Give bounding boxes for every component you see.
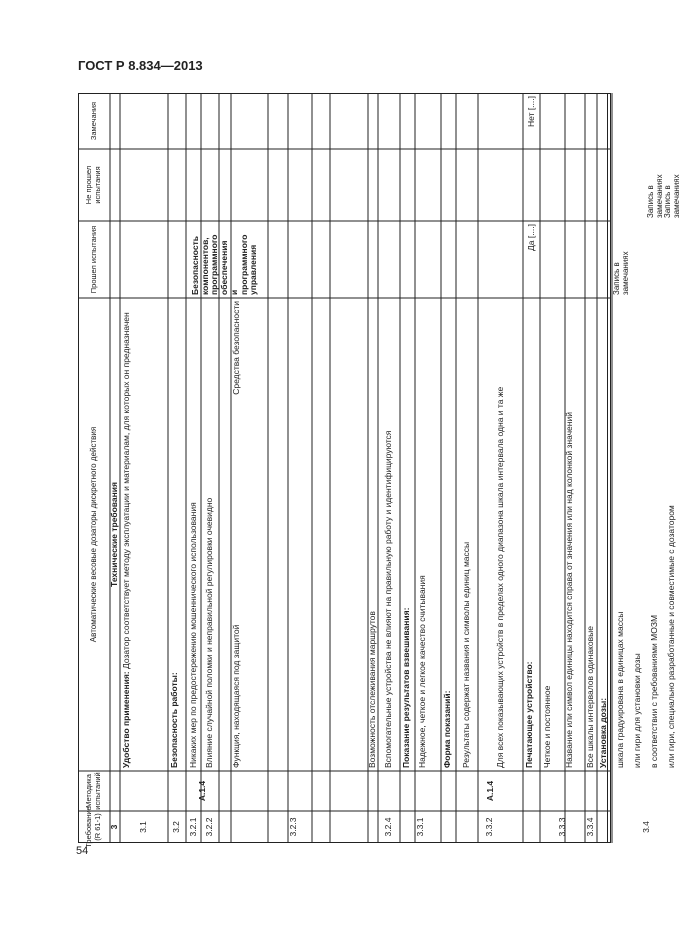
row-security-means: Средства безопасности — [231, 301, 241, 395]
row-display-form — [441, 298, 456, 771]
row-scale-interval: Для всех показывающих устройств в пределах одного диапазона шкала интервала одна и та же — [494, 386, 505, 768]
req-3-2-1: 3.2.1 — [187, 817, 198, 837]
table-grid — [78, 93, 681, 848]
row-printer — [523, 298, 540, 771]
row-breakdown: Влияние случайной поломки и неправильной регулировки очевидно — [204, 497, 215, 768]
req-3-1: 3.1 — [138, 821, 149, 833]
req-3: 3 — [109, 824, 120, 830]
method-a14-bottom: А.1.4 — [484, 780, 495, 802]
req-3-3-3: 3.3.3 — [556, 817, 567, 837]
row-weighing-display-text: Надежное, четкое и легкое качество считывания — [417, 575, 428, 768]
row-usability — [120, 298, 168, 771]
row-units: Результаты содержат названия и символы единиц массы — [461, 541, 472, 768]
row-clear: Четкое и постоянное — [541, 685, 552, 768]
row-oiml: в соответствии с требованиями МОЗМ — [649, 614, 660, 768]
row-components: Безопасность компонентов, программного обеспечения и программного управления — [189, 234, 259, 295]
req-3-3-2: 3.3.2 — [483, 817, 494, 837]
row-printer-label: Печатающее устройство: — [524, 661, 534, 768]
req-3-2-3: 3.2.3 — [287, 817, 298, 837]
col-header-requirement: Требование (R 61-1) — [84, 806, 102, 848]
row-scale-mass: шкала градуирована в единицах массы — [615, 611, 626, 768]
row-protected-function: Функция, находящаяся под защитой — [231, 624, 241, 768]
printer-yes: Да [....] — [525, 224, 536, 252]
col-header-passed: Прошел испытания — [88, 225, 98, 294]
note-scale-mass: Запись в замечаниях — [611, 251, 630, 295]
row-weights: или гири для установки дозы — [632, 653, 643, 768]
row-monitoring: Возможность отслеживания маршрутов — [367, 611, 378, 768]
row-fraud: Никаких мер по предостережению мошеннического использования — [187, 502, 198, 768]
row-usability-label: Удобство применения: — [121, 671, 131, 768]
row-dose-setting — [597, 298, 612, 771]
col-header-failed: Не прошел испытания — [84, 165, 102, 205]
row-safety — [168, 298, 186, 771]
row-safety-label: Безопасность работы: — [169, 672, 179, 768]
row-usability-text: Дозатор соответствует методу эксплуатации и материалам, для которых он предназначен — [121, 312, 131, 672]
row-display-form-label: Форма показаний: — [442, 690, 452, 768]
col-header-method: Методика испытаний — [84, 772, 102, 810]
row-special-weights: или гири, специально разработанные и совместимые с дозатором — [666, 505, 677, 768]
printer-no: Нет [....] — [525, 96, 536, 128]
row-auxiliary: Вспомогательные устройства не влияют на правильную работу и идентифицируются — [383, 430, 394, 768]
row-unit-position: Название или символ единицы находится справа от значения или над колонкой значений — [564, 412, 575, 768]
section-technical: Технические требования — [109, 482, 120, 587]
req-3-2-2: 3.2.2 — [204, 817, 215, 837]
page-number: 54 — [76, 845, 89, 857]
note-oiml: Запись в замечаниях — [645, 174, 664, 218]
document-header: ГОСТ Р 8.834—2013 — [78, 58, 203, 73]
row-dose-setting-label: Установка дозы: — [598, 697, 608, 768]
row-scales-same: Все шкалы интервалов одинаковые — [585, 626, 596, 768]
req-3-3-1: 3.3.1 — [414, 817, 425, 837]
method-a14-top: А.1.4 — [196, 780, 207, 802]
row-weighing-display-label: Показание результатов взвешивания: — [401, 607, 411, 768]
col-header-action: Автоматические весовые дозаторы дискретного действия — [89, 426, 99, 643]
col-header-notes: Замечания — [88, 101, 98, 141]
req-3-2-4: 3.2.4 — [383, 817, 394, 837]
req-3-4: 3.4 — [640, 821, 651, 833]
note-special: Запись в замечаниях — [662, 174, 681, 218]
req-3-2: 3.2 — [171, 821, 182, 833]
req-3-3-4: 3.3.4 — [585, 817, 596, 837]
